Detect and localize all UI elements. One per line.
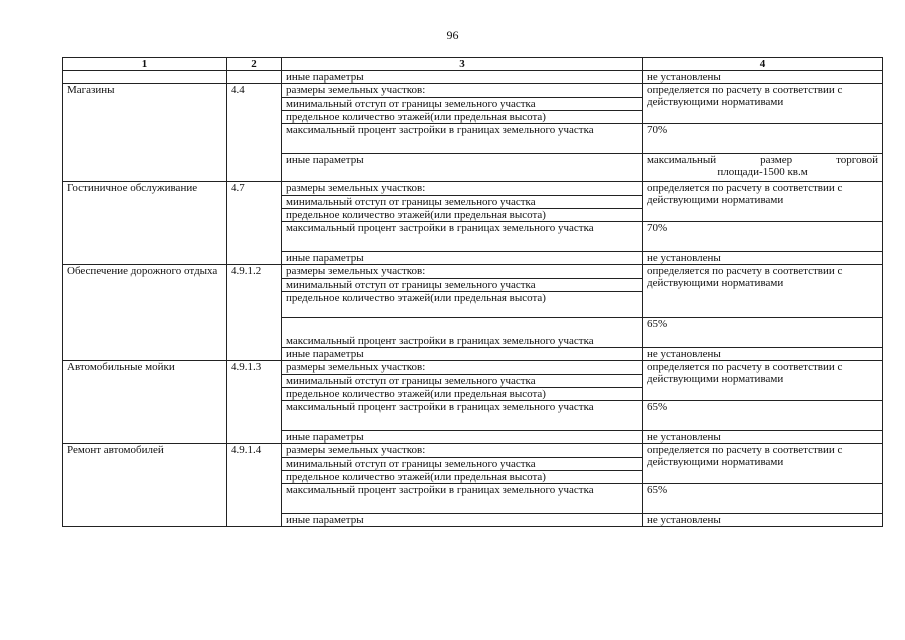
value-norms: определяется по расчету в соответствии с действующими нормативами: [643, 84, 883, 124]
table-row: [63, 182, 883, 196]
value-build: 65%: [643, 484, 883, 514]
param-max-build: максимальный процент застройки в границах земельного участка: [282, 401, 643, 431]
value-other-line-2: площади-1500 кв.м: [717, 166, 808, 178]
param-min-indent: минимальный отступ от границы земельного участка: [282, 279, 643, 292]
header-col-1: 1: [63, 58, 227, 71]
param-plot-size: размеры земельных участков:: [282, 182, 643, 196]
param-min-indent: минимальный отступ от границы земельного участка: [282, 196, 643, 209]
value-norms: определяется по расчету в соответствии с действующими нормативами: [643, 265, 883, 318]
table-row: [63, 84, 883, 98]
use-code: 4.9.1.4: [227, 444, 282, 527]
param-min-indent: минимальный отступ от границы земельного участка: [282, 98, 643, 111]
continuation-code: [227, 71, 282, 84]
value-other: не установлены: [643, 348, 883, 361]
param-plot-size: размеры земельных участков:: [282, 361, 643, 375]
param-max-build: максимальный процент застройки в границах земельного участка: [282, 318, 643, 348]
value-build: 65%: [643, 318, 883, 348]
param-other: иные параметры: [282, 71, 643, 84]
value-norms: определяется по расчету в соответствии с действующими нормативами: [643, 361, 883, 401]
value-other: не установлены: [643, 514, 883, 527]
param-max-build: максимальный процент застройки в границах земельного участка: [282, 222, 643, 252]
param-min-indent: минимальный отступ от границы земельного участка: [282, 375, 643, 388]
use-code: 4.9.1.2: [227, 265, 282, 361]
param-plot-size: размеры земельных участков:: [282, 265, 643, 279]
use-code: 4.4: [227, 84, 282, 182]
header-col-2: 2: [227, 58, 282, 71]
value-other: [643, 154, 883, 182]
param-other: иные параметры: [282, 252, 643, 265]
value-norms: определяется по расчету в соответствии с действующими нормативами: [643, 444, 883, 484]
zoning-parameters-table: [62, 57, 883, 527]
value-other: не установлены: [643, 431, 883, 444]
table-row: [63, 361, 883, 375]
param-plot-size: размеры земельных участков:: [282, 444, 643, 458]
use-name: Магазины: [63, 84, 227, 182]
param-other: иные параметры: [282, 348, 643, 361]
continuation-name: [63, 71, 227, 84]
header-col-3: 3: [282, 58, 643, 71]
use-name: Ремонт автомобилей: [63, 444, 227, 527]
value-other-line-1: максимальный размер торговой: [647, 154, 878, 166]
table-row: [63, 444, 883, 458]
value-other: не установлены: [643, 252, 883, 265]
use-code: 4.9.1.3: [227, 361, 282, 444]
value-build: 70%: [643, 222, 883, 252]
param-max-floors: предельное количество этажей(или предельная высота): [282, 388, 643, 401]
use-name: Автомобильные мойки: [63, 361, 227, 444]
param-max-floors: предельное количество этажей(или предельная высота): [282, 111, 643, 124]
value-build: 70%: [643, 124, 883, 154]
param-other: иные параметры: [282, 431, 643, 444]
header-col-4: 4: [643, 58, 883, 71]
table-row: [63, 265, 883, 279]
use-code: 4.7: [227, 182, 282, 265]
page-number: 96: [446, 28, 459, 42]
continuation-row: [63, 71, 883, 84]
value-norms: определяется по расчету в соответствии с действующими нормативами: [643, 182, 883, 222]
param-max-floors: предельное количество этажей(или предельная высота): [282, 209, 643, 222]
value-other: не установлены: [643, 71, 883, 84]
param-max-build: максимальный процент застройки в границах земельного участка: [282, 124, 643, 154]
use-name: Гостиничное обслуживание: [63, 182, 227, 265]
param-other: иные параметры: [282, 154, 643, 182]
param-max-floors: предельное количество этажей(или предельная высота): [282, 292, 643, 318]
param-other: иные параметры: [282, 514, 643, 527]
param-plot-size: размеры земельных участков:: [282, 84, 643, 98]
param-max-floors: предельное количество этажей(или предельная высота): [282, 471, 643, 484]
use-name: Обеспечение дорожного отдыха: [63, 265, 227, 361]
header-row: [63, 58, 883, 71]
param-min-indent: минимальный отступ от границы земельного участка: [282, 458, 643, 471]
param-max-build: максимальный процент застройки в границах земельного участка: [282, 484, 643, 514]
value-build: 65%: [643, 401, 883, 431]
